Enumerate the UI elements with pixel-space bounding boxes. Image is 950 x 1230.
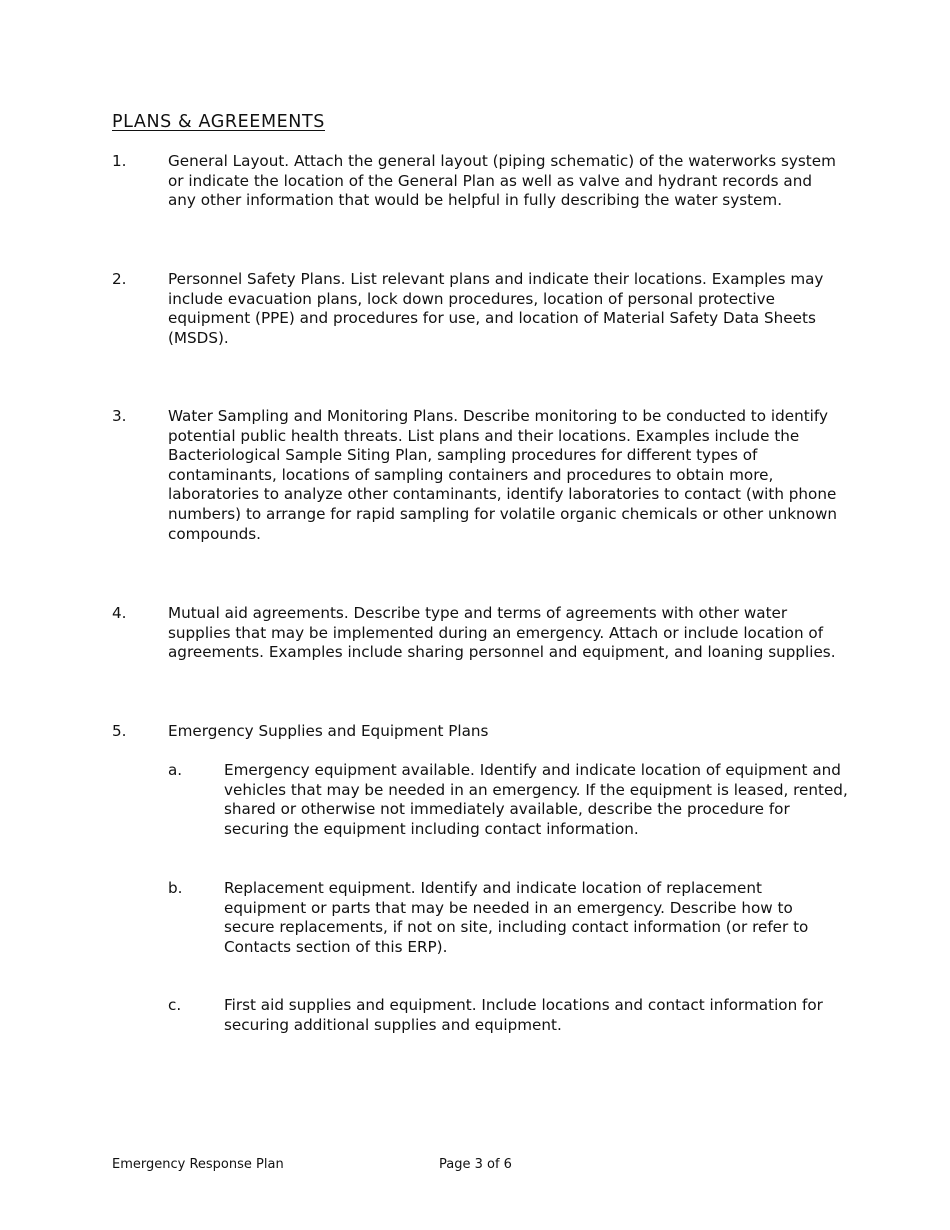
list-item-text: General Layout. Attach the general layout (piping schematic) of the waterworks system or indicate the location of the General Plan as well as valve and hydrant records and any other information that would be helpful in fully describing the water system. <box>168 152 836 210</box>
footer-document-title: Emergency Response Plan <box>112 1157 284 1172</box>
section-heading: PLANS & AGREEMENTS <box>112 112 325 132</box>
list-item-number: 5. <box>112 722 127 740</box>
sub-item-b <box>168 879 848 957</box>
list-item-text: Water Sampling and Monitoring Plans. Describe monitoring to be conducted to identify potential public health threats. List plans and their locations. Examples include the Bacteriological Sample Siting Plan, sampling procedures for different types of contaminants, locations of sampling containers and procedures to obtain more, laboratories to analyze other contaminants, identify laboratories to contact (with phone numbers) to arrange for rapid sampling for volatile organic chemicals or other unknown compounds. <box>168 407 837 543</box>
list-item-2 <box>112 270 842 348</box>
list-item-3 <box>112 407 842 544</box>
sub-item-text: Emergency equipment available. Identify and indicate location of equipment and vehicles that may be needed in an emergency. If the equipment is leased, rented, shared or otherwise not immediately available, describe the procedure for securing the equipment including contact information. <box>224 761 848 838</box>
sub-item-a <box>168 761 848 839</box>
list-item-4 <box>112 604 842 663</box>
list-item-text: Emergency Supplies and Equipment Plans <box>168 722 489 740</box>
list-item-number: 3. <box>112 407 127 425</box>
list-item-text: Personnel Safety Plans. List relevant plans and indicate their locations. Examples may include evacuation plans, lock down procedures, location of personal protective equipment (PPE) and procedures for use, and location of Material Safety Data Sheets (MSDS). <box>168 270 824 347</box>
list-item-5 <box>112 722 842 742</box>
sub-item-text: Replacement equipment. Identify and indicate location of replacement equipment or parts that may be needed in an emergency. Describe how to secure replacements, if not on site, including contact information (or refer to Contacts section of this ERP). <box>224 879 809 956</box>
list-item-number: 4. <box>112 604 127 622</box>
sub-item-letter: a. <box>168 761 183 779</box>
list-item-text: Mutual aid agreements. Describe type and terms of agreements with other water supplies that may be implemented during an emergency. Attach or include location of agreements. Examples include sharing personnel and equipment, and loaning supplies. <box>168 604 836 662</box>
sub-item-c <box>168 996 848 1035</box>
list-item-number: 1. <box>112 152 127 170</box>
sub-item-letter: b. <box>168 879 183 897</box>
list-item-1 <box>112 152 842 211</box>
footer-page-number: Page 3 of 6 <box>439 1157 512 1172</box>
sub-item-text: First aid supplies and equipment. Include locations and contact information for securing additional supplies and equipment. <box>224 996 823 1034</box>
list-item-number: 2. <box>112 270 127 288</box>
sub-item-letter: c. <box>168 996 182 1014</box>
